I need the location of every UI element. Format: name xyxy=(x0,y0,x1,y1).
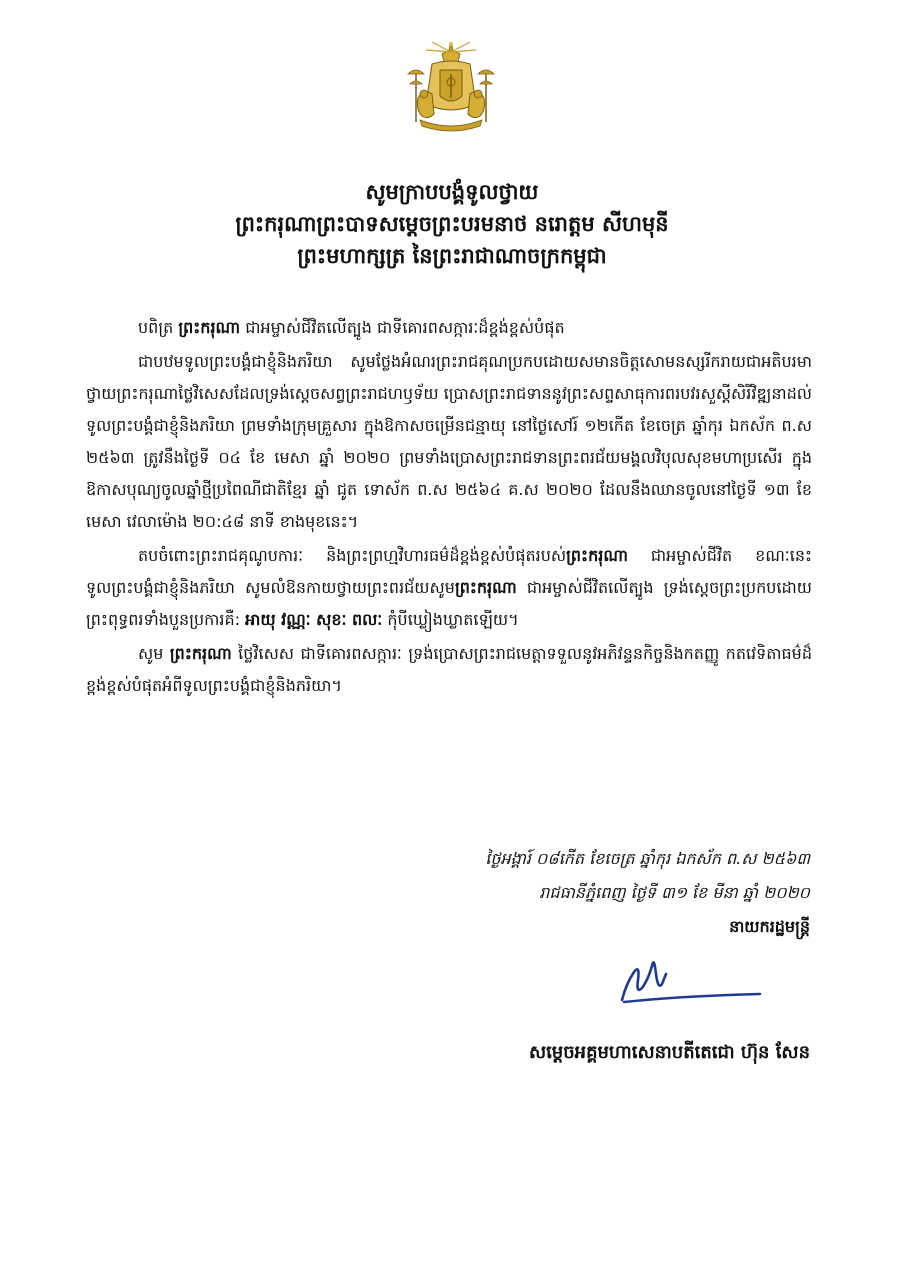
text-span: ជាអម្ចាស់ជីវិតលើត្បូង ទ្រង់ស្ដេចព្រះប្រកបដោយព្រះពុទ្ធពរទាំងបួនប្រការគឺ: xyxy=(86,578,813,629)
bold-span: ព្រះករុណា xyxy=(178,318,241,337)
bold-span: ព្រះករុណា xyxy=(454,578,517,597)
date-lunar: ថ្ងៃអង្គារ៍ ០៨កើត ខែចេត្រ ឆ្នាំកុរ ឯកស័ក ព.ស ២៥៦៣ xyxy=(485,849,810,868)
heading-line-1: សូមក្រាបបង្គំទូលថ្វាយ xyxy=(365,180,539,204)
bold-span: ព្រះករុណា xyxy=(169,644,232,663)
letter-body xyxy=(86,312,812,704)
royal-arms-emblem-icon xyxy=(402,40,500,132)
heading-line-3: ព្រះមហាក្សត្រ នៃព្រះរាជាណាចក្រកម្ពុជា xyxy=(297,244,607,268)
signer-title: នាយករដ្ឋមន្ត្រី xyxy=(729,917,810,936)
text-span: ជាអម្ចាស់ជីវិតលើត្បូង ជាទីគោរពសក្ការៈដ៏ខ្ពង់ខ្ពស់បំផុត xyxy=(240,318,565,337)
text-span: ថ្លៃវិសេស ជាទីគោរពសក្ការៈ ទ្រង់ប្រោសព្រះរាជមេត្តាទទួលនូវអភិវន្ទនកិច្ចនិងកតញ្ញូ កតវេទិតាធម៌ដ៏ខ្ពង់ខ្ពស់បំផុតអំពីទូលព្រះបង្គំជាខ្ញុំនិងភរិយា។ xyxy=(86,644,812,695)
paragraph-blessing xyxy=(86,540,812,636)
closing-block xyxy=(290,842,810,944)
bold-span: ព្រះករុណា xyxy=(566,546,628,565)
paragraph-salutation xyxy=(86,312,812,344)
paragraph-gratitude: ជាបឋមទូលព្រះបង្គំជាខ្ញុំនិងភរិយា សូមថ្លែងអំណរព្រះរាជគុណប្រកបដោយសមានចិត្តសោមនស្សរីករាយជាអតិបរមាថ្វាយព្រះករុណាថ្លៃវិសេសដែលទ្រង់ស្ដេចសព្វព្រះរាជហឫទ័យ ប្រោសព្រះរាជទាននូវព្រះសព្ទសាធុការពរបវរសួស្ដីសិរីវិឌ្ឍនាដល់ទូលព្រះបង្គំជាខ្ញុំនិងភរិយា ព្រមទាំងក្រុមគ្រួសារ ក្នុងឱកាសចម្រើនជន្មាយុ នៅថ្ងៃសៅរ៍ ១២កើត ខែចេត្រ ឆ្នាំកុរ ឯកស័ក ព.ស ២៥៦៣ ត្រូវនឹងថ្ងៃទី ០៤ ខែ មេសា ឆ្នាំ ២០២០ ព្រមទាំងប្រោសព្រះរាជទានព្រះពរជ័យមង្គលវិបុលសុខមហាប្រសើរ ក្នុងឱកាសបុណ្យចូលឆ្នាំថ្មីប្រពៃណីជាតិខ្មែរ ឆ្នាំ ជូត ទោស័ក ព.ស ២៥៦៤ គ.ស ២០២០ ដែលនឹងឈានចូលនៅថ្ងៃទី ១៣ ខែ មេសា វេលាម៉ោង ២០:៤៨ នាទី ខាងមុខនេះ។ xyxy=(86,352,813,531)
paragraph-closing xyxy=(86,638,812,702)
text-span: បពិត្រ xyxy=(138,318,179,337)
heading-line-2: ព្រះករុណាព្រះបាទសម្ដេចព្រះបរមនាថ នរោត្ដម សីហមុនី xyxy=(235,212,669,236)
text-span: សូម xyxy=(138,644,170,663)
signature-icon xyxy=(612,944,762,1008)
text-span: តបចំពោះព្រះរាជគុណូបការៈ និងព្រះព្រហ្មវិហារធម៌ដ៏ខ្ពង់ខ្ពស់បំផុតរបស់ xyxy=(138,546,567,565)
bold-span: អាយុ វណ្ណៈ សុខៈ ពលៈ xyxy=(245,610,383,629)
signer-name: សម្ដេចអគ្គមហាសេនាបតីតេជោ ហ៊ុន សែន xyxy=(528,1042,810,1063)
text-span: កុំបីឃ្លៀងឃ្លាតឡើយ។ xyxy=(382,610,519,629)
letter-heading xyxy=(100,176,804,272)
date-place: រាជធានីភ្នំពេញ ថ្ងៃទី ៣១ ខែ មីនា ឆ្នាំ ២០២០ xyxy=(539,883,810,902)
text-span: ជាអម្ចាស់ជីវិត ខណៈនេះទូលព្រះបង្គំជាខ្ញុំនិងភរិយា សូមលំឱនកាយថ្វាយព្រះពរជ័យសូម xyxy=(86,546,813,597)
